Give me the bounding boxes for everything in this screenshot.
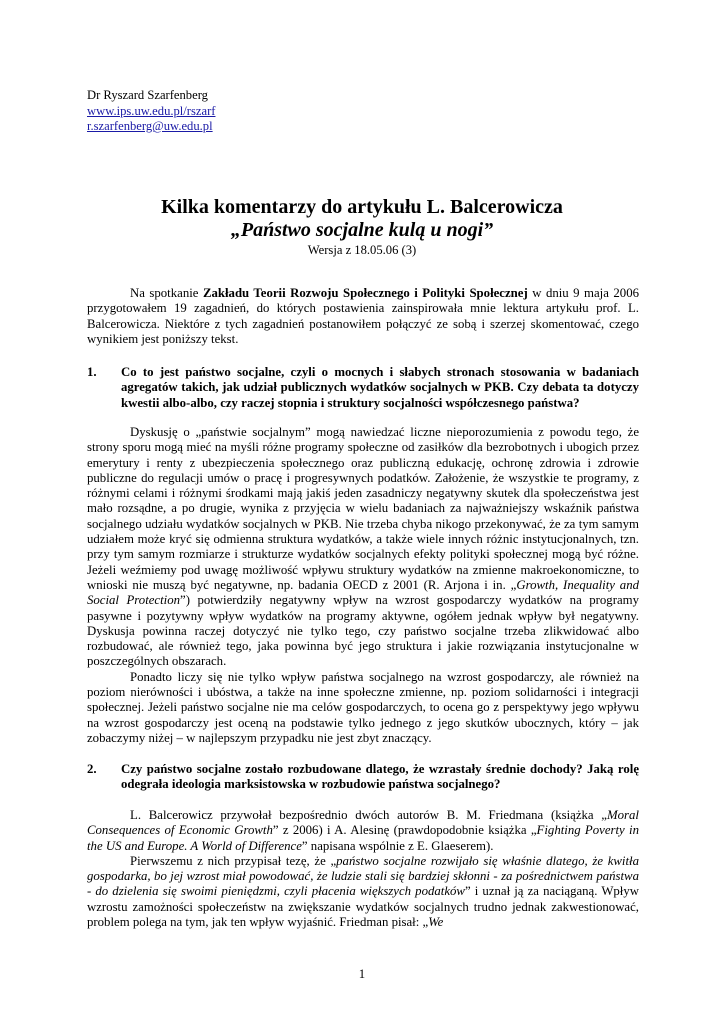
section-1-body bbox=[87, 425, 639, 746]
s2p2-italic-1: państwo socjalne rozwijało się właśnie dlatego, że kwitła gospodarka, bo jej wzrost miał powodować, że ludzie stali się bardziej skłonni - za pośrednictwem państwa - do dzielenia się swoimi pieniędzmi, czyli płacenia większych podatków bbox=[87, 853, 639, 899]
section-1-paragraph-2: Ponadto liczy się nie tylko wpływ państwa socjalnego na wzrost gospodarczy, ale również na poziom nierówności i ubóstwa, a także na inne społeczne zmienne, np. poziom solidarności i integracji społecznej. Jeżeli państwo socjalne nie ma celów gospodarczych, to ocena go z perspektywy jego wpływu na wzrost gospodarczy jest oceną na podstawie tylko jednego z jego skutków ubocznych, który – jak zobaczymy niżej – w najlepszym przypadku nie jest zbyt znaczący. bbox=[87, 669, 639, 745]
website-link[interactable]: www.ips.uw.edu.pl/rszarf bbox=[87, 103, 216, 118]
section-2-question: Czy państwo socjalne zostało rozbudowane dlatego, że wzrastały średnie dochody? Jaką rolę odegrała ideologia marksistowska w rozbudowie państwa socjalnego? bbox=[121, 762, 639, 792]
s1p1-text-b: ”) potwierdziły negatywny wpływ na wzrost gospodarczy wydatków na programy pasywne i pozytywny wpływ wydatków na programy aktywne, ogółem jednak wpływ był negatywny. Dyskusja powinna raczej dotyczyć nie tylko tego, czy państwo socjalne trzeba zlikwidować albo rozbudować, ale również tego, jaka powinna być jego struktura i jakie rozwiązania instytucjonalne w poszczególnych obszarach. bbox=[87, 593, 639, 669]
s1p1-text-a: Dyskusję o „państwie socjalnym” mogą nawiedzać liczne nieporozumienia z powodu tego, że strony sporu mogą mieć na myśli różne programy społeczne od zasiłków dla bezrobotnych i ubogich przez emerytury i renty z ubezpieczenia społecznego oraz publiczną edukację, ochronę zdrowia i zdrowie publiczne do regulacji umów o pracę i progresywnych podatków. Założenie, że wszystkie te programy, z różnymi celami i różnymi środkami mają jakiś jeden zasadniczy negatywny skutek dla społeczeństwa jest mało rozsądne, a po drugie, wynika z przyjęcia w wielu badaniach za najważniejszy wskaźnik państwa socjalnego udziału wydatków socjalnych w PKB. Nie trzeba chyba nikogo przekonywać, że za tym samym udziałem może kryć się odmienna struktura wydatków, a także wiele innych różnic instytucjonalnych, tzn. przy tym samym rozmiarze i strukturze wydatków socjalnych efekty polityki społecznej mogą być różne. Jeżeli weźmiemy pod uwagę możliwość wpływu struktury wydatków na zmienne makroekonomiczne, to wnioski nie muszą być negatywne, np. badania OECD z 2001 (R. Arjona i in. „ bbox=[87, 425, 639, 592]
intro-text-a: Na spotkanie bbox=[130, 286, 203, 300]
subtitle-open-quote: „ bbox=[230, 219, 241, 241]
section-2-paragraph-2 bbox=[87, 854, 639, 930]
section-2-paragraph-1 bbox=[87, 808, 639, 854]
document-title: Kilka komentarzy do artykułu L. Balcerowicza bbox=[161, 196, 563, 218]
page-number: 1 bbox=[358, 967, 366, 981]
s2p2-italic-2: We bbox=[428, 915, 444, 930]
section-2-number: 2. bbox=[87, 762, 97, 776]
subtitle-text: Państwo socjalne kulą u nogi bbox=[240, 219, 484, 241]
section-1-paragraph-1 bbox=[87, 425, 639, 670]
s2p2-text-b: ” i uznał ją za naciąganą. Wpływ wzrostu zamożności społeczeństw na zwiększanie wydatków socjalnych trudno jednak zakwestionować, problem polega na tym, jak ten wpływ wyjaśnić. Friedman pisał: „ bbox=[87, 884, 640, 930]
subtitle-close-quote: ” bbox=[483, 219, 494, 241]
s2p2-text-a: Pierwszemu z nich przypisał tezę, że „ bbox=[130, 853, 337, 868]
s2p1-text-c: ” napisana wspólnie z E. Glaeserem). bbox=[301, 838, 494, 853]
section-2-heading bbox=[87, 762, 639, 793]
author-name: Dr Ryszard Szarfenberg bbox=[87, 88, 208, 102]
s2p1-text-b: ” z 2006) i A. Alesinę (prawdopodobnie książka „ bbox=[272, 823, 537, 838]
version-line: Wersja z 18.05.06 (3) bbox=[307, 243, 417, 257]
section-2-body bbox=[87, 808, 639, 930]
intro-text-b: w dniu 9 maja 2006 przygotowałem 19 zagadnień, do których postawienia zainspirowała mnie lektura artykułu prof. L. Balcerowicza. Niektóre z tych zagadnień postanowiłem połączyć ze sobą i szerzej skomentować, czego wynikiem jest poniższy tekst. bbox=[87, 286, 639, 346]
section-1-heading bbox=[87, 365, 639, 411]
document-subtitle bbox=[0, 219, 724, 242]
intro-paragraph bbox=[87, 286, 639, 347]
s1p1-italic: Growth, Inequality and Social Protection bbox=[87, 577, 640, 608]
s2p1-text-a: L. Balcerowicz przywołał bezpośrednio dwóch autorów B. M. Friedmana (książka „ bbox=[130, 808, 607, 822]
s2p1-italic-1: Moral Consequences of Economic Growth bbox=[87, 808, 639, 838]
intro-bold: Zakładu Teorii Rozwoju Społecznego i Polityki Społecznej bbox=[202, 286, 528, 300]
s2p1-italic-2: Fighting Poverty in the US and Europe. A World of Difference bbox=[87, 823, 639, 853]
email-link[interactable]: r.szarfenberg@uw.edu.pl bbox=[87, 119, 213, 133]
section-1-number: 1. bbox=[87, 365, 97, 379]
author-block bbox=[87, 88, 215, 135]
section-1-question: Co to jest państwo socjalne, czyli o mocnych i słabych stronach stosowania w badaniach agregatów takich, jak udział publicznych wydatków socjalnych w PKB. Czy debata ta dotyczy kwestii albo-albo, czy raczej stopnia i struktury socjalności współczesnego państwa? bbox=[121, 365, 639, 410]
